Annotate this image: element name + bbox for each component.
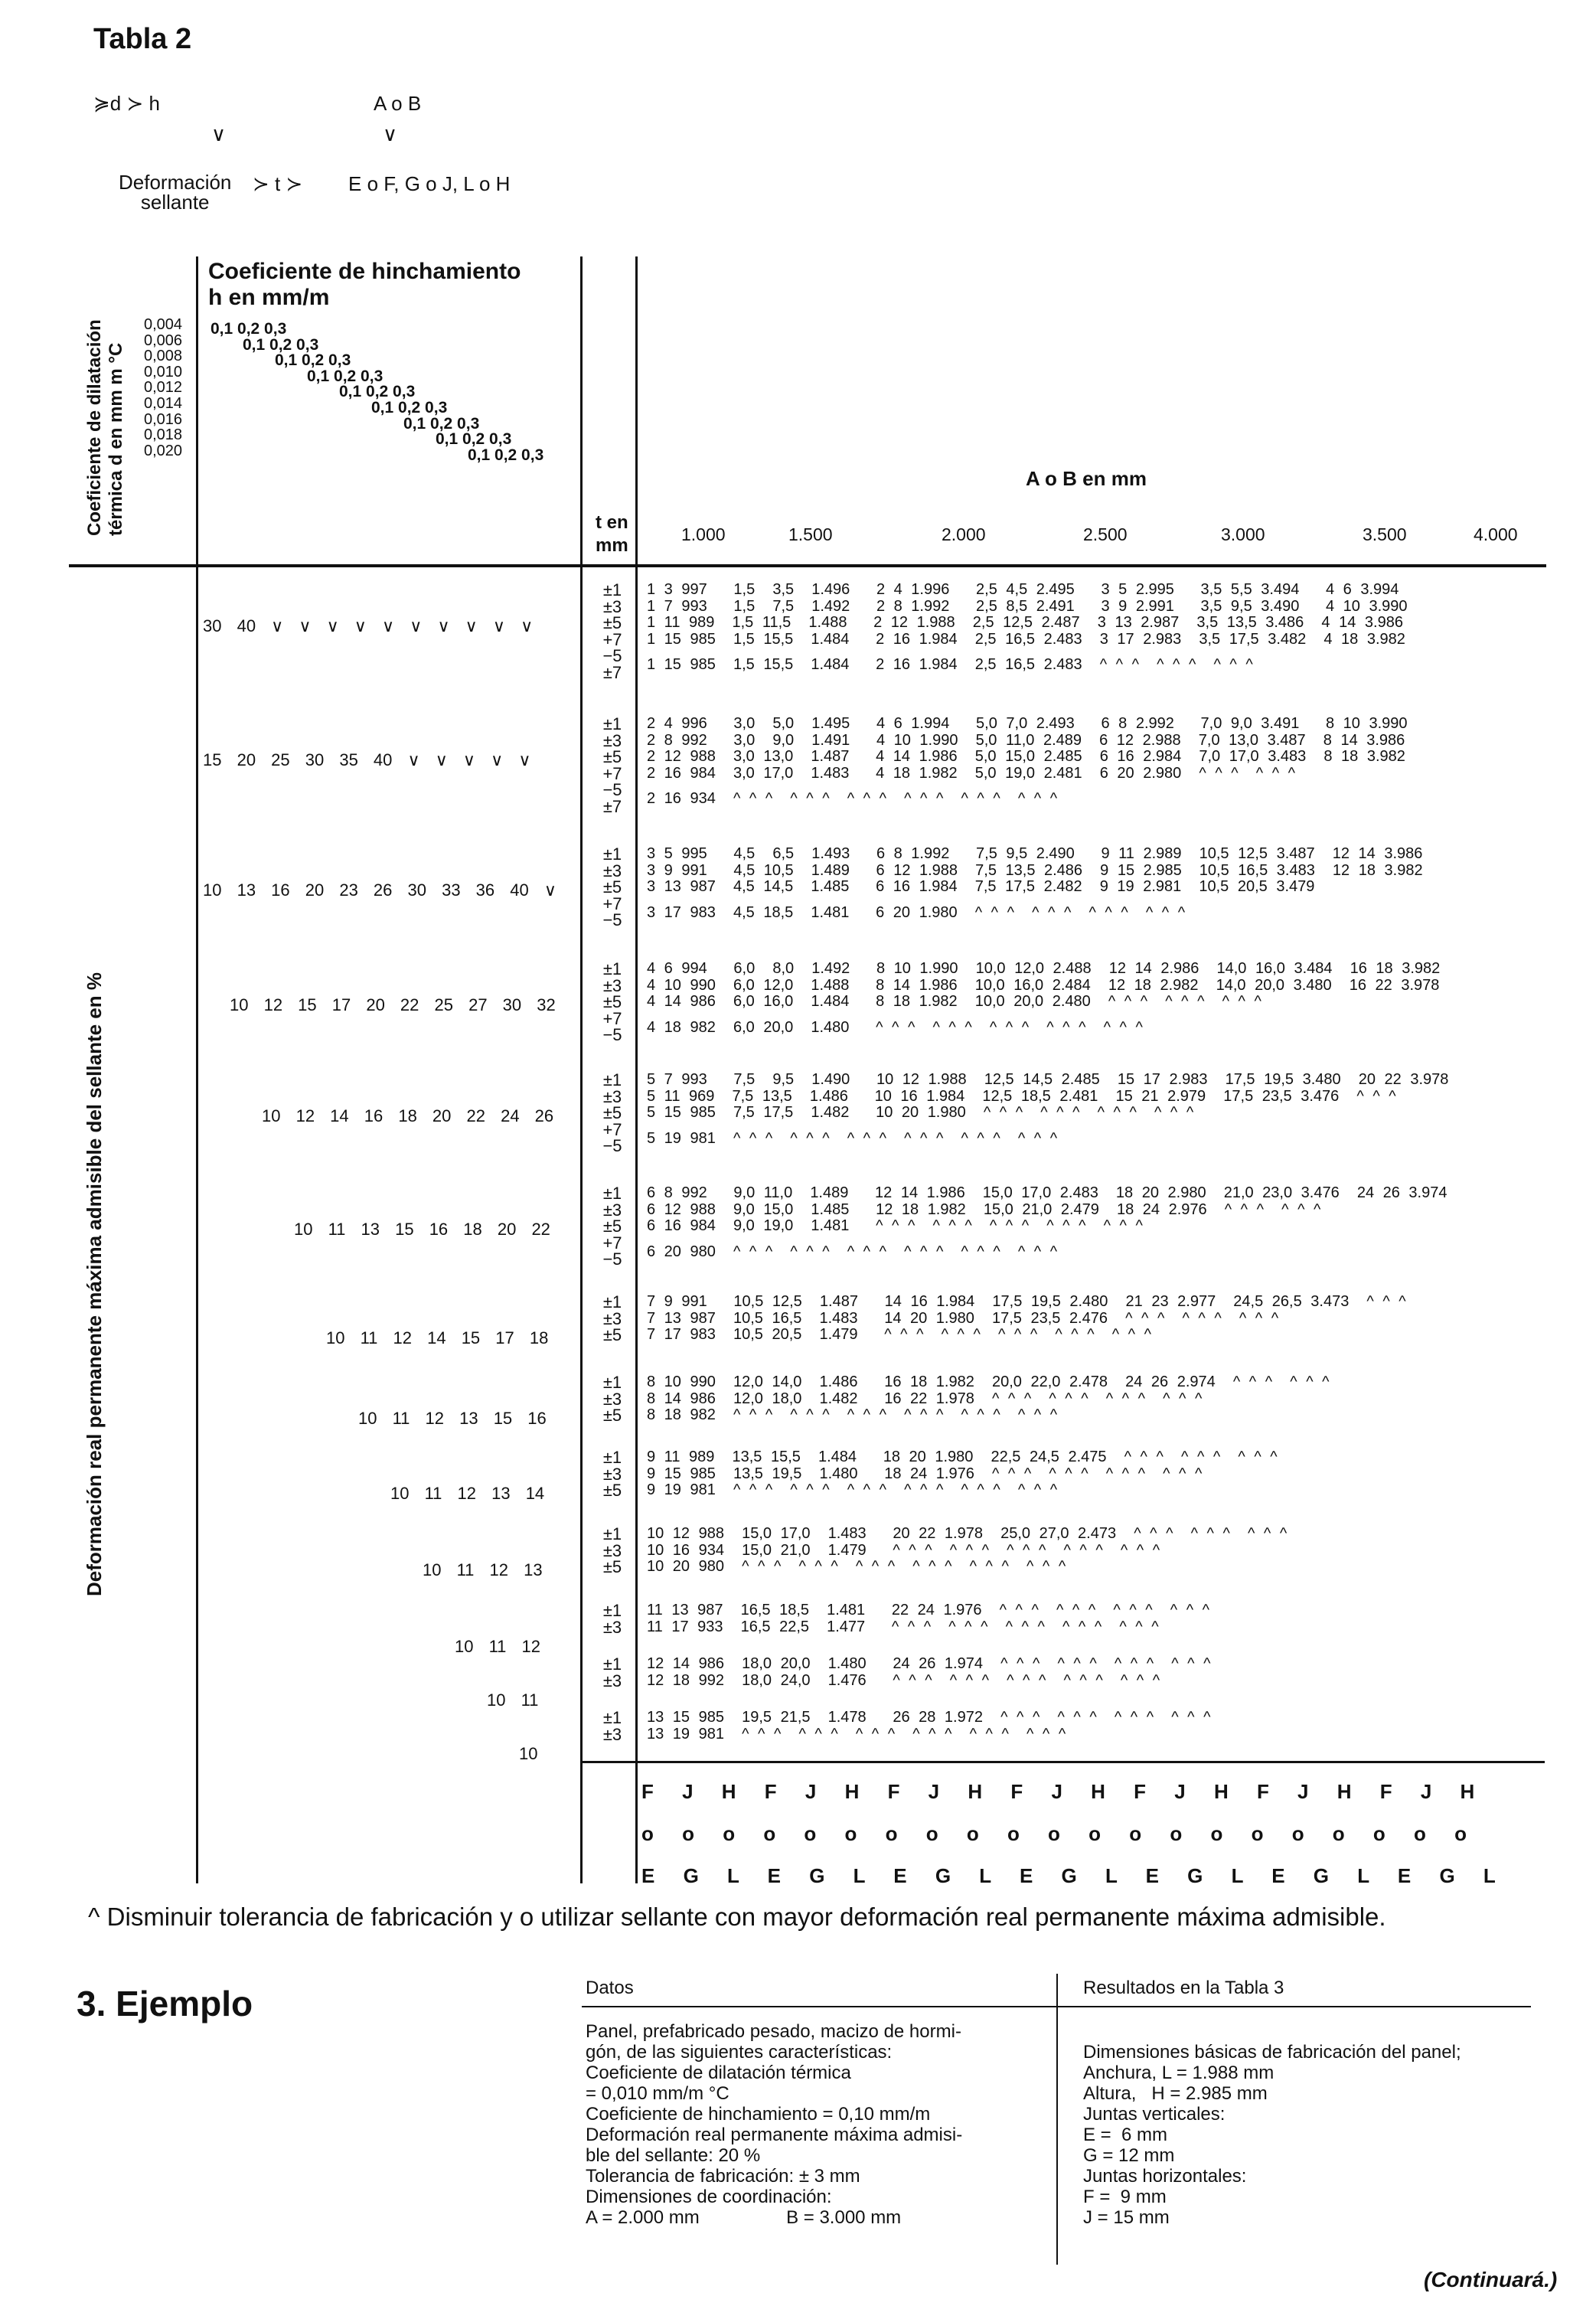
resultados-list	[1083, 2021, 1542, 2228]
example-divider	[1056, 1974, 1058, 2265]
aob-header: A o B en mm	[1026, 467, 1147, 490]
joint-row-mid: o o o o o o o o o o o o o o o o o o o o o	[641, 1822, 1467, 1845]
dimension-header: 2.500	[1083, 524, 1128, 544]
joint-row-bot: E G L E G L E G L E G L E G L E G L E G L	[641, 1864, 1496, 1887]
group-label: 10 11 12 14 15 17 18	[326, 1328, 549, 1347]
table-row: 2 4 996 3,0 5,0 1.495 4 6 1.994 5,0 7,0 2.493 6 8 2.992 7,0 9,0 3.491 8 10 3.990	[647, 715, 1408, 732]
table-row: 9 11 989 13,5 15,5 1.484 18 20 1.980 22,5 24,5 2.475 ^ ^ ^ ^ ^ ^ ^ ^ ^	[647, 1449, 1278, 1465]
diagram-bottom-right: E o F, G o J, L o H	[348, 172, 511, 195]
table-row: 9 15 985 13,5 19,5 1.480 18 24 1.976 ^ ^ ^ ^ ^ ^ ^ ^ ^ ^ ^ ^	[647, 1465, 1203, 1482]
table-row: 10 16 934 15,0 21,0 1.479 ^ ^ ^ ^ ^ ^ ^ ^ ^ ^ ^ ^ ^ ^ ^	[647, 1541, 1160, 1559]
diagram-bottom-mid: ≻ t ≻	[253, 172, 303, 195]
hinchamiento-step: 0,1 0,2 0,3	[436, 430, 512, 449]
table-row: 6 16 984 9,0 19,0 1.481 ^ ^ ^ ^ ^ ^ ^ ^ ^ ^ ^ ^ ^ ^ ^	[647, 1217, 1143, 1234]
tolerance-cell: ±1 ±3	[602, 1654, 622, 1690]
tolerance-cell: ±1 ±3 ±5 +7 −5	[602, 1070, 622, 1155]
center-frame-line	[580, 256, 583, 1883]
dilatacion-values	[144, 317, 182, 459]
dilatacion-value: 0,006	[144, 332, 183, 349]
resultados-line: Altura, H = 2.985 mm	[1083, 2083, 1268, 2104]
dilatacion-axis-line2: térmica d en mm m °C	[106, 342, 126, 536]
table-row: 10 20 980 ^ ^ ^ ^ ^ ^ ^ ^ ^ ^ ^ ^ ^ ^ ^ ^ ^ ^	[647, 1558, 1066, 1575]
datos-line: ble del sellante: 20 %	[586, 2145, 761, 2166]
dilatacion-axis-label	[84, 319, 127, 536]
dimension-header: 1.500	[788, 524, 833, 544]
t-column-line	[635, 256, 638, 1883]
table-row: 7 13 987 10,5 16,5 1.483 14 20 1.980 17,5 23,5 2.476 ^ ^ ^ ^ ^ ^ ^ ^ ^	[647, 1309, 1279, 1327]
diagram-deformacion-line1: Deformación	[119, 171, 232, 194]
table-row: 5 7 993 7,5 9,5 1.490 10 12 1.988 12,5 14,5 2.485 15 17 2.983 17,5 19,5 3.480 20 22 3.978	[647, 1071, 1449, 1088]
tolerance-cell: ±1 ±3 ±5	[602, 1373, 622, 1425]
diagram-arrow-down-right: ∨	[383, 122, 398, 145]
tolerance-cell: ±1 ±3 ±5	[602, 1292, 622, 1344]
table-row: 5 15 985 7,5 17,5 1.482 10 20 1.980 ^ ^ ^ ^ ^ ^ ^ ^ ^ ^ ^ ^	[647, 1104, 1194, 1121]
resultados-line	[1083, 2021, 1542, 2042]
resultados-line: J = 15 mm	[1083, 2207, 1170, 2228]
dilatacion-value: 0,010	[144, 363, 183, 381]
resultados-line: Anchura, L = 1.988 mm	[1083, 2063, 1275, 2083]
tolerance-cell: ±1 ±3	[602, 1601, 622, 1637]
resultados-line: F = 9 mm	[1083, 2187, 1167, 2207]
tolerance-cell: ±1 ±3 ±5	[602, 1448, 622, 1500]
deformacion-axis-label: Deformación real permanente máxima admisible del sellante en %	[83, 972, 106, 1596]
datos-list	[586, 2021, 1045, 2228]
table-row: 13 19 981 ^ ^ ^ ^ ^ ^ ^ ^ ^ ^ ^ ^ ^ ^ ^ ^ ^ ^	[647, 1725, 1066, 1743]
table-row: 9 19 981 ^ ^ ^ ^ ^ ^ ^ ^ ^ ^ ^ ^ ^ ^ ^ ^ ^ ^	[647, 1481, 1058, 1498]
group-label: 10	[519, 1744, 538, 1763]
group-label: 15 20 25 30 35 40 ∨ ∨ ∨ ∨ ∨	[203, 750, 531, 769]
resultados-line: Dimensiones básicas de fabricación del panel;	[1083, 2042, 1461, 2063]
group-label: 10 12 15 17 20 22 25 27 30 32	[230, 995, 556, 1014]
header-rule	[69, 564, 1546, 567]
datos-line: A = 2.000 mm B = 3.000 mm	[586, 2207, 902, 2228]
table-row: 6 8 992 9,0 11,0 1.489 12 14 1.986 15,0 17,0 2.483 18 20 2.980 21,0 23,0 3.476 24 26 3.974	[647, 1184, 1447, 1201]
table-row: 7 17 983 10,5 20,5 1.479 ^ ^ ^ ^ ^ ^ ^ ^ ^ ^ ^ ^ ^ ^ ^	[647, 1326, 1151, 1343]
tolerance-cell: ±1 ±3 ±5 +7 −5 ±7	[602, 580, 622, 682]
example-heading: 3. Ejemplo	[77, 1984, 253, 2023]
footnote: ^ Disminuir tolerancia de fabricación y o utilizar sellante con mayor deformación real permanente máxima admisible.	[88, 1903, 1386, 1931]
group-label: 10 11 12	[455, 1637, 541, 1656]
table-row: 1 15 985 1,5 15,5 1.484 2 16 1.984 2,5 16,5 2.483 3 17 2.983 3,5 17,5 3.482 4 18 3.982	[647, 630, 1405, 648]
table-row: 3 5 995 4,5 6,5 1.493 6 8 1.992 7,5 9,5 2.490 9 11 2.989 10,5 12,5 3.487 12 14 3.986	[647, 845, 1423, 862]
datos-line: Tolerancia de fabricación: ± 3 mm	[586, 2166, 860, 2187]
t-header-line2: mm	[596, 535, 628, 556]
dilatacion-value: 0,014	[144, 394, 183, 412]
diagram-top-left: ≽d ≻ h	[93, 92, 160, 115]
tolerance-cell: ±1 ±3 ±5 +7 −5	[602, 844, 622, 929]
table-row: 8 10 990 12,0 14,0 1.486 16 18 1.982 20,0 22,0 2.478 24 26 2.974 ^ ^ ^ ^ ^ ^	[647, 1373, 1330, 1390]
resultados-line: G = 12 mm	[1083, 2145, 1175, 2166]
table-row: 3 17 983 4,5 18,5 1.481 6 20 1.980 ^ ^ ^ ^ ^ ^ ^ ^ ^ ^ ^ ^	[647, 903, 1186, 921]
datos-line: gón, de las siguientes características:	[586, 2042, 893, 2063]
diagram-arrow-down-left: ∨	[211, 122, 227, 145]
table-row: 2 12 988 3,0 13,0 1.487 4 14 1.986 5,0 15,0 2.485 6 16 2.984 7,0 17,0 3.483 8 18 3.982	[647, 748, 1405, 765]
diagram-deformacion	[119, 172, 231, 212]
datos-line: Panel, prefabricado pesado, macizo de hormi-	[586, 2021, 961, 2042]
hinchamiento-step: 0,1 0,2 0,3	[371, 399, 448, 416]
table-row: 1 7 993 1,5 7,5 1.492 2 8 1.992 2,5 8,5 2.491 3 9 2.991 3,5 9,5 3.490 4 10 3.990	[647, 597, 1408, 615]
table-row: 11 17 933 16,5 22,5 1.477 ^ ^ ^ ^ ^ ^ ^ ^ ^ ^ ^ ^ ^ ^ ^	[647, 1618, 1159, 1635]
datos-title: Datos	[586, 1978, 634, 1998]
table-row: 11 13 987 16,5 18,5 1.481 22 24 1.976 ^ ^ ^ ^ ^ ^ ^ ^ ^ ^ ^ ^	[647, 1602, 1210, 1618]
datos-line: Coeficiente de hinchamiento = 0,10 mm/m	[586, 2104, 931, 2125]
tolerance-cell: ±1 ±3 ±5 +7 −5 ±7	[602, 714, 622, 816]
group-label: 10 11 12 13 15 16	[358, 1409, 547, 1428]
table-row: 3 9 991 4,5 10,5 1.489 6 12 1.988 7,5 13,5 2.486 9 15 2.985 10,5 16,5 3.483 12 18 3.982	[647, 861, 1423, 879]
datos-line: Deformación real permanente máxima admisi-	[586, 2125, 963, 2145]
hinchamiento-step: 0,1 0,2 0,3	[468, 446, 544, 464]
table-row: 6 20 980 ^ ^ ^ ^ ^ ^ ^ ^ ^ ^ ^ ^ ^ ^ ^ ^ ^ ^	[647, 1243, 1058, 1260]
diagram-top-right: A o B	[374, 92, 422, 115]
joint-row-top: F J H F J H F J H F J H F J H F J H F J H	[641, 1780, 1475, 1803]
diagram-deformacion-line2: sellante	[140, 191, 210, 214]
dimension-header: 3.500	[1363, 524, 1407, 544]
table-row: 2 16 934 ^ ^ ^ ^ ^ ^ ^ ^ ^ ^ ^ ^ ^ ^ ^ ^ ^ ^	[647, 790, 1058, 807]
dimension-header: 2.000	[942, 524, 986, 544]
table-row: 6 12 988 9,0 15,0 1.485 12 18 1.982 15,0 21,0 2.479 18 24 2.976 ^ ^ ^ ^ ^ ^	[647, 1200, 1321, 1218]
table-row: 1 15 985 1,5 15,5 1.484 2 16 1.984 2,5 16,5 2.483 ^ ^ ^ ^ ^ ^ ^ ^ ^	[647, 656, 1253, 673]
table-row: 8 18 982 ^ ^ ^ ^ ^ ^ ^ ^ ^ ^ ^ ^ ^ ^ ^ ^ ^ ^	[647, 1406, 1058, 1423]
hinchamiento-header	[208, 259, 521, 311]
dilatacion-value: 0,012	[144, 379, 183, 397]
dilatacion-value: 0,018	[144, 426, 183, 444]
dilatacion-value: 0,016	[144, 410, 183, 428]
table-row: 4 10 990 6,0 12,0 1.488 8 14 1.986 10,0 16,0 2.484 12 18 2.982 14,0 20,0 3.480 16 22 3.978	[647, 976, 1440, 994]
table-row: 1 3 997 1,5 3,5 1.496 2 4 1.996 2,5 4,5 2.495 3 5 2.995 3,5 5,5 3.494 4 6 3.994	[647, 581, 1399, 598]
resultados-line: Juntas horizontales:	[1083, 2166, 1247, 2187]
t-header-line1: t en	[596, 512, 628, 533]
hinchamiento-step: 0,1 0,2 0,3	[243, 335, 319, 354]
dimension-header: 3.000	[1221, 524, 1265, 544]
dimension-header: 1.000	[681, 524, 726, 544]
table-row: 12 14 986 18,0 20,0 1.480 24 26 1.974 ^ ^ ^ ^ ^ ^ ^ ^ ^ ^ ^ ^	[647, 1655, 1211, 1672]
table-row: 4 6 994 6,0 8,0 1.492 8 10 1.990 10,0 12,0 2.488 12 14 2.986 14,0 16,0 3.484 16 18 3.982	[647, 960, 1441, 977]
table-row: 3 13 987 4,5 14,5 1.485 6 16 1.984 7,5 17,5 2.482 9 19 2.981 10,5 20,5 3.479	[647, 878, 1315, 895]
datos-line: Dimensiones de coordinación:	[586, 2187, 832, 2207]
tolerance-cell: ±1 ±3 ±5 +7 −5	[602, 959, 622, 1044]
group-label: 10 11 13 15 16 18 20 22	[294, 1220, 550, 1239]
table-row: 2 8 992 3,0 9,0 1.491 4 10 1.990 5,0 11,0 2.489 6 12 2.988 7,0 13,0 3.487 8 14 3.986	[647, 731, 1405, 749]
tolerance-cell: ±1 ±3 ±5 +7 −5	[602, 1184, 622, 1269]
hinchamiento-step: 0,1 0,2 0,3	[307, 367, 383, 385]
table-row: 4 14 986 6,0 16,0 1.484 8 18 1.982 10,0 20,0 2.480 ^ ^ ^ ^ ^ ^ ^ ^ ^	[647, 993, 1261, 1010]
continued-note: (Continuará.)	[1424, 2268, 1558, 2291]
left-frame-line	[196, 256, 198, 1883]
table-row: 1 11 989 1,5 11,5 1.488 2 12 1.988 2,5 12,5 2.487 3 13 2.987 3,5 13,5 3.486 4 14 3.986	[647, 614, 1403, 631]
group-label: 10 11 12 13 14	[390, 1484, 545, 1503]
dilatacion-axis-line1: Coeficiente de dilatación	[84, 319, 105, 536]
hinchamiento-step: 0,1 0,2 0,3	[275, 351, 351, 370]
tolerance-cell: ±1 ±3 ±5	[602, 1524, 622, 1576]
table-row: 2 16 984 3,0 17,0 1.483 4 18 1.982 5,0 19,0 2.481 6 20 2.980 ^ ^ ^ ^ ^ ^	[647, 764, 1296, 782]
table-row: 13 15 985 19,5 21,5 1.478 26 28 1.972 ^ ^ ^ ^ ^ ^ ^ ^ ^ ^ ^ ^	[647, 1709, 1211, 1726]
hinchamiento-line1: Coeficiente de hinchamiento	[208, 259, 521, 284]
page-title: Tabla 2	[93, 23, 192, 55]
table-row: 12 18 992 18,0 24,0 1.476 ^ ^ ^ ^ ^ ^ ^ ^ ^ ^ ^ ^ ^ ^ ^	[647, 1671, 1160, 1689]
table-row: 5 11 969 7,5 13,5 1.486 10 16 1.984 12,5 18,5 2.481 15 21 2.979 17,5 23,5 3.476 ^ ^ ^	[647, 1087, 1396, 1105]
tolerance-cell: ±1 ±3	[602, 1708, 622, 1744]
hinchamiento-step: 0,1 0,2 0,3	[339, 383, 416, 401]
joint-section-rule	[580, 1761, 1545, 1763]
hinchamiento-step: 0,1 0,2 0,3	[403, 414, 480, 433]
group-label: 10 13 16 20 23 26 30 33 36 40 ∨	[203, 880, 556, 900]
datos-line: Coeficiente de dilatación térmica	[586, 2063, 851, 2083]
group-label: 10 11 12 13	[423, 1560, 543, 1579]
group-label: 10 11	[487, 1690, 539, 1710]
table-row: 10 12 988 15,0 17,0 1.483 20 22 1.978 25,0 27,0 2.473 ^ ^ ^ ^ ^ ^ ^ ^ ^	[647, 1525, 1288, 1542]
group-label: 30 40 ∨ ∨ ∨ ∨ ∨ ∨ ∨ ∨ ∨ ∨	[203, 616, 534, 635]
table-row: 8 14 986 12,0 18,0 1.482 16 22 1.978 ^ ^ ^ ^ ^ ^ ^ ^ ^ ^ ^ ^	[647, 1390, 1203, 1407]
resultados-line: Juntas verticales:	[1083, 2104, 1226, 2125]
resultados-title: Resultados en la Tabla 3	[1083, 1978, 1284, 1998]
hinchamiento-line2: h en mm/m	[208, 285, 330, 310]
table-row: 5 19 981 ^ ^ ^ ^ ^ ^ ^ ^ ^ ^ ^ ^ ^ ^ ^ ^ ^ ^	[647, 1129, 1058, 1147]
group-label: 10 12 14 16 18 20 22 24 26	[262, 1106, 554, 1125]
t-column-header	[596, 511, 628, 557]
datos-line: = 0,010 mm/m °C	[586, 2083, 729, 2104]
dilatacion-value: 0,008	[144, 348, 183, 365]
table-row: 4 18 982 6,0 20,0 1.480 ^ ^ ^ ^ ^ ^ ^ ^ ^ ^ ^ ^ ^ ^ ^	[647, 1018, 1143, 1036]
dimension-header: 4.000	[1474, 524, 1518, 544]
table-row: 7 9 991 10,5 12,5 1.487 14 16 1.984 17,5 19,5 2.480 21 23 2.977 24,5 26,5 3.473 ^ ^ ^	[647, 1293, 1406, 1310]
dilatacion-value: 0,020	[144, 442, 183, 459]
resultados-line: E = 6 mm	[1083, 2125, 1168, 2145]
dilatacion-value: 0,004	[144, 316, 183, 333]
hinchamiento-step: 0,1 0,2 0,3	[211, 320, 287, 338]
